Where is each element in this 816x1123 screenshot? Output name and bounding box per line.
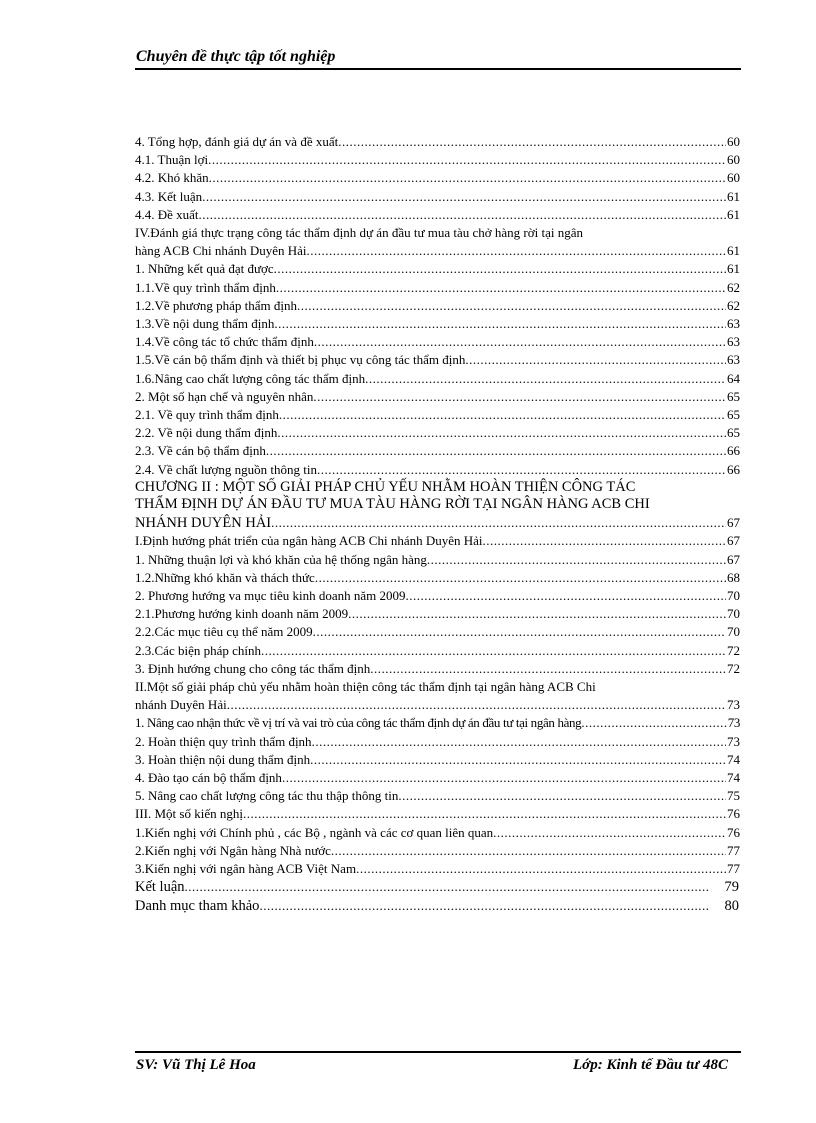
toc-entry[interactable] — [135, 260, 740, 278]
toc-entry[interactable] — [135, 642, 740, 660]
toc-page-number: 60 — [727, 134, 740, 149]
toc-entry-text-line: II.Một số giải pháp chủ yếu nhằm hoàn thiện công tác thẩm định tại ngân hàng ACB Chi — [135, 678, 596, 694]
toc-entry-text: 2.2. Về nội dung thẩm định — [135, 425, 278, 441]
toc-entry[interactable] — [135, 678, 740, 714]
toc-entry[interactable] — [135, 279, 740, 297]
toc-page-number: 66 — [727, 443, 740, 459]
toc-entry[interactable] — [135, 623, 740, 641]
toc-page-number: 63 — [727, 352, 740, 368]
toc-entry-text: 3.Kiến nghị với ngân hàng ACB Việt Nam — [135, 861, 357, 877]
dot-leader — [338, 133, 726, 151]
dot-leader — [310, 751, 726, 769]
dot-leader — [331, 842, 726, 860]
toc-entry[interactable] — [135, 370, 740, 388]
toc-entry-text: 1.5.Về cán bộ thẩm định và thiết bị phục vụ công tác thẩm định — [135, 352, 466, 368]
toc-entry-text: Danh mục tham khảo — [135, 897, 260, 914]
toc-entry-text: 1. Những kết quả đạt được — [135, 261, 274, 277]
toc-entry-chapter[interactable] — [135, 479, 740, 533]
toc-entry[interactable] — [135, 532, 740, 550]
toc-page-number: 74 — [727, 751, 740, 767]
dot-leader — [483, 532, 726, 550]
toc-entry[interactable] — [135, 461, 740, 479]
dot-leader — [313, 388, 726, 406]
toc-page-number: 76 — [727, 806, 740, 822]
toc-page-number: 66 — [727, 461, 740, 477]
dot-leader — [243, 805, 726, 823]
header-rule — [135, 68, 741, 70]
toc-entry[interactable] — [135, 733, 740, 751]
toc-entry-text: 3. Định hướng chung cho công tác thẩm định — [135, 660, 371, 676]
toc-entry[interactable] — [135, 151, 740, 169]
toc-entry[interactable] — [135, 351, 740, 369]
toc-entry-text: hàng ACB Chi nhánh Duyên Hải — [135, 243, 307, 259]
toc-page-number: 70 — [727, 587, 740, 603]
toc-entry-text-line: IV.Đánh giá thực trạng công tác thẩm định dự án đầu tư mua tàu chở hàng rời tại ngân — [135, 225, 583, 241]
toc-entry-text-line: THẨM ĐỊNH DỰ ÁN ĐẦU TƯ MUA TÀU HÀNG RỜI TẠI NGÂN HÀNG ACB CHI — [135, 496, 650, 513]
dot-leader — [274, 315, 726, 333]
toc-entry-text: 4.1. Thuận lợi — [135, 152, 209, 168]
toc-entry-text: 4.4. Đề xuất — [135, 206, 199, 222]
footer-class-name: Lớp: Kinh tế Đầu tư 48C — [573, 1057, 728, 1073]
dot-leader — [313, 623, 726, 641]
toc-page-number: 63 — [727, 334, 740, 350]
toc-entry-text: 1. Nâng cao nhận thức về vị trí và vai trò của công tác thẩm định dự án đầu tư tại ngân hàng — [135, 715, 582, 731]
toc-entry-text: 1. Những thuận lợi và khó khăn của hệ thống ngân hàng — [135, 551, 427, 567]
toc-entry-text: 2.1.Phương hướng kinh doanh năm 2009 — [135, 606, 349, 622]
toc-entry-text: 2. Phương hướng va mục tiêu kinh doanh năm 2009 — [135, 587, 406, 603]
toc-entry-text: 1.Kiến nghị với Chính phủ , các Bộ , ngành và các cơ quan liên quan — [135, 824, 494, 840]
toc-entry-text: 4.3. Kết luận — [135, 188, 203, 204]
toc-entry[interactable] — [135, 587, 740, 605]
dot-leader — [307, 242, 726, 260]
toc-page-number: 62 — [727, 279, 740, 295]
dot-leader — [317, 461, 726, 479]
toc-entry-text: 1.2.Về phương pháp thẩm định — [135, 297, 297, 313]
toc-page-number: 64 — [727, 370, 740, 386]
toc-entry[interactable] — [135, 824, 740, 842]
toc-entry[interactable] — [135, 188, 740, 206]
toc-page-number: 75 — [727, 788, 740, 804]
toc-entry-text: 2.1. Về quy trình thẩm định — [135, 407, 279, 423]
dot-leader — [274, 260, 726, 278]
toc-entry[interactable] — [135, 133, 740, 151]
toc-page-number: 77 — [727, 842, 740, 858]
toc-entry[interactable] — [135, 169, 740, 187]
toc-entry-text: III. Một số kiến nghị — [135, 806, 243, 822]
dot-leader — [208, 151, 726, 169]
toc-entry[interactable] — [135, 569, 740, 587]
toc-page-number: 65 — [727, 407, 740, 423]
toc-entry-text: 4. Tổng hợp, đánh giá dự án và đề xuất — [135, 134, 339, 149]
toc-entry[interactable] — [135, 842, 740, 860]
dot-leader — [315, 569, 726, 587]
toc-entry[interactable] — [135, 751, 740, 769]
toc-page-number: 61 — [727, 261, 740, 277]
dot-leader — [370, 660, 726, 678]
toc-entry[interactable] — [135, 442, 740, 460]
toc-page-number: 67 — [727, 514, 740, 530]
toc-page-number: 77 — [727, 861, 740, 877]
dot-leader — [185, 878, 710, 896]
toc-entry[interactable] — [135, 805, 740, 823]
footer-student-name: SV: Vũ Thị Lê Hoa — [136, 1057, 256, 1073]
toc-entry[interactable] — [135, 769, 740, 787]
dot-leader — [259, 897, 709, 915]
toc-page-number: 74 — [727, 770, 740, 785]
toc-entry-text: nhánh Duyên Hải — [135, 697, 227, 713]
toc-entry[interactable] — [135, 860, 740, 878]
toc-entry[interactable] — [135, 315, 740, 333]
toc-entry-text: 4.2. Khó khăn — [135, 170, 209, 186]
toc-page-number: 61 — [727, 206, 740, 222]
dot-leader — [356, 860, 726, 878]
toc-entry[interactable] — [135, 297, 740, 315]
dot-leader — [266, 442, 726, 460]
dot-leader — [581, 714, 726, 732]
toc-page-number: 79 — [724, 879, 739, 896]
dot-leader — [398, 787, 726, 805]
dot-leader — [277, 424, 726, 442]
toc-entry-text: 2.2.Các mục tiêu cụ thể năm 2009 — [135, 624, 313, 640]
dot-leader — [405, 587, 726, 605]
toc-entry[interactable] — [135, 660, 740, 678]
dot-leader — [348, 605, 726, 623]
toc-page-number: 73 — [727, 715, 740, 731]
dot-leader — [209, 169, 726, 187]
toc-page-number: 65 — [727, 388, 740, 404]
dot-leader — [282, 769, 726, 787]
dot-leader — [312, 733, 726, 751]
toc-entry[interactable] — [135, 551, 740, 569]
toc-page-number: 72 — [727, 642, 740, 658]
toc-entry-text: 2.3.Các biện pháp chính — [135, 642, 261, 658]
toc-entry[interactable] — [135, 388, 740, 406]
toc-entry-text: 2.4. Về chất lượng nguồn thông tin — [135, 461, 317, 477]
dot-leader — [261, 642, 726, 660]
toc-entry-text: 3. Hoàn thiện nội dung thẩm định — [135, 751, 311, 767]
toc-page-number: 60 — [727, 170, 740, 186]
toc-entry[interactable] — [135, 224, 740, 260]
dot-leader — [199, 206, 726, 224]
toc-page-number: 80 — [724, 897, 739, 914]
dot-leader — [276, 279, 726, 297]
toc-entry[interactable] — [135, 714, 740, 732]
toc-page-number: 67 — [727, 551, 740, 567]
toc-entry[interactable] — [135, 206, 740, 224]
dot-leader — [271, 514, 726, 532]
toc-entry-text: 2. Một số hạn chế và nguyên nhân — [135, 388, 314, 404]
dot-leader — [493, 824, 726, 842]
toc-entry-text: 2.Kiến nghị với Ngân hàng Nhà nước — [135, 842, 331, 858]
toc-page-number: 60 — [727, 152, 740, 168]
toc-page-number: 76 — [727, 824, 740, 840]
toc-entry[interactable] — [135, 424, 740, 442]
dot-leader — [279, 406, 726, 424]
toc-page-number: 72 — [727, 660, 740, 676]
toc-page-number: 63 — [727, 316, 740, 332]
page-header-title: Chuyên đề thực tập tốt nghiệp — [136, 48, 336, 65]
toc-entry-text-line: CHƯƠNG II : MỘT SỐ GIẢI PHÁP CHỦ YẾU NHẰM HOÀN THIỆN CÔNG TÁC — [135, 478, 636, 495]
dot-leader — [202, 188, 726, 206]
toc-entry[interactable] — [135, 333, 740, 351]
toc-entry-text: 5. Nâng cao chất lượng công tác thu thập thông tin — [135, 788, 399, 804]
toc-entry[interactable] — [135, 406, 740, 424]
toc-page-number: 62 — [727, 297, 740, 313]
toc-entry-text: 1.2.Những khó khăn và thách thức — [135, 569, 315, 585]
toc-entry-text: 2.3. Về cán bộ thẩm định — [135, 443, 266, 459]
toc-page-number: 70 — [727, 606, 740, 622]
toc-entry[interactable] — [135, 605, 740, 623]
toc-page-number: 73 — [727, 697, 740, 713]
toc-page-number: 65 — [727, 425, 740, 441]
dot-leader — [465, 351, 726, 369]
toc-entry-text: 1.3.Về nội dung thẩm định — [135, 316, 275, 332]
toc-page-number: 67 — [727, 533, 740, 549]
toc-entry-text: 1.4.Về công tác tổ chức thẩm định — [135, 334, 314, 350]
footer-rule — [135, 1051, 741, 1053]
toc-entry[interactable] — [135, 787, 740, 805]
table-of-contents — [135, 133, 740, 915]
toc-page-number: 68 — [727, 569, 740, 585]
toc-entry[interactable] — [135, 897, 739, 916]
toc-page-number: 70 — [727, 624, 740, 640]
toc-page-number: 73 — [727, 733, 740, 749]
toc-entry-text: 4. Đào tạo cán bộ thẩm định — [135, 770, 282, 785]
dot-leader — [427, 551, 726, 569]
toc-entry-text: I.Định hướng phát triển của ngân hàng ACB Chi nhánh Duyên Hải — [135, 533, 483, 549]
dot-leader — [227, 696, 726, 714]
toc-entry-text: Kết luận — [135, 879, 185, 896]
toc-entry-text: NHÁNH DUYÊN HẢI — [135, 514, 272, 531]
toc-page-number: 61 — [727, 243, 740, 259]
toc-page-number: 61 — [727, 188, 740, 204]
toc-entry-text: 1.6.Nâng cao chất lượng công tác thẩm định — [135, 370, 366, 386]
dot-leader — [297, 297, 726, 315]
toc-entry-text: 1.1.Về quy trình thẩm định — [135, 279, 276, 295]
dot-leader — [365, 370, 726, 388]
dot-leader — [314, 333, 726, 351]
toc-entry-text: 2. Hoàn thiện quy trình thẩm định — [135, 733, 312, 749]
toc-entry[interactable] — [135, 878, 739, 897]
